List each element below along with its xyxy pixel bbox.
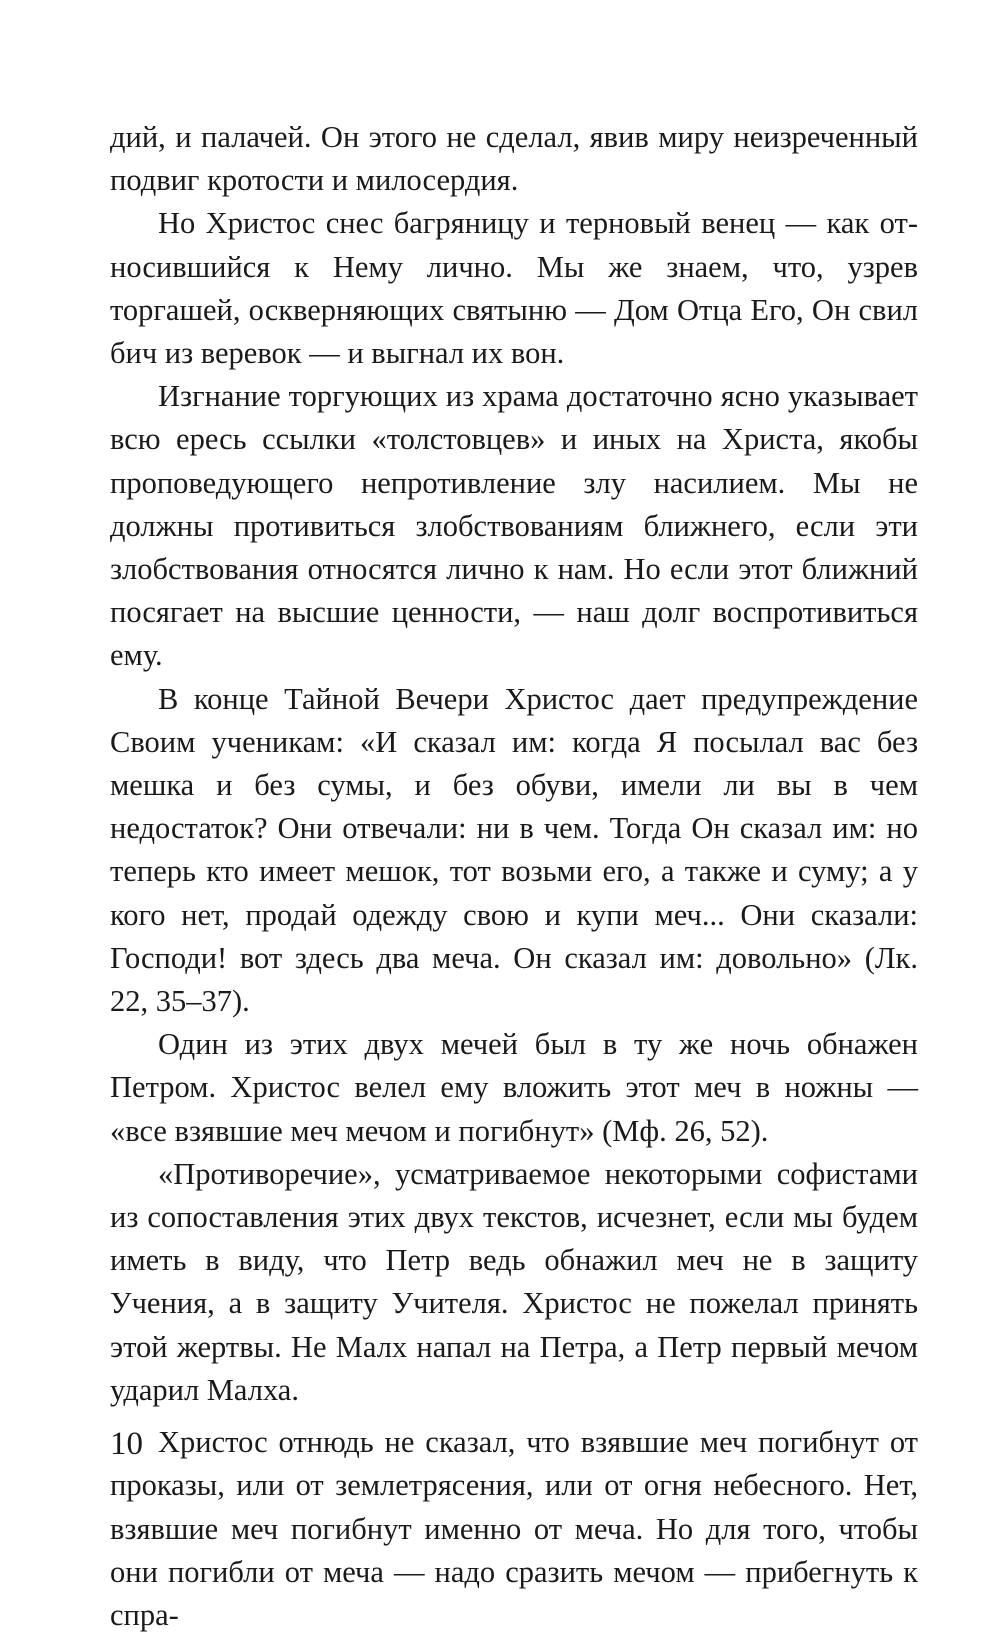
page-number: 10: [110, 1426, 143, 1462]
paragraph-6: «Противоречие», усматриваемое некоторыми софистами из сопоставления этих двух текстов, исчезнет, если мы будем иметь в виду, что Петр ведь обнажил меч не в защиту Учения, а в защиту Учителя. Христос не пожелал принять этой жертвы. Не Малх напал на Петра, а Петр первый мечом ударил Малха.: [110, 1156, 918, 1407]
paragraph-1: дий, и палачей. Он этого не сделал, явив миру неизреченный подвиг кротости и милосердия.: [110, 120, 918, 198]
body-text: [110, 116, 918, 1637]
paragraph-4: В конце Тайной Вечери Христос дает предупреждение Своим ученикам: «И сказал им: когда Я посылал вас без мешка и без сумы, и без обуви, имели ли вы в чем недостаток? Они отвечали: ни в чем. Тогда Он сказал им: но теперь кто имеет мешок, тот возьми его, а также и суму; а у кого нет, продай одежду свою и купи меч... Они сказали: Господи! вот здесь два меча. Он сказал им: довольно» (Лк. 22, 35–37).: [110, 681, 918, 1019]
paragraph-5: Один из этих двух мечей был в ту же ночь обнажен Петром. Христос велел ему вложить этот меч в ножны — «все взявшие меч мечом и погибнут» (Мф. 26, 52).: [110, 1027, 918, 1148]
paragraph-2: Но Христос снес багряницу и терновый венец — как относившийся к Нему лично. Мы же знаем, что, узрев торгашей, оскверняющих святыню — Дом Отца Его, Он свил бич из веревок — и выгнал их вон.: [110, 206, 918, 371]
paragraph-7: Христос отнюдь не сказал, что взявшие меч погибнут от проказы, или от землетрясения, или от огня небесного. Нет, взявшие меч погибнут именно от меча. Но для того, чтобы они погибли от меча — надо сразить мечом — прибегнуть к спра-: [110, 1425, 918, 1632]
paragraph-3: Изгнание торгующих из храма достаточно ясно указывает всю ересь ссылки «толстовцев» и иных на Христа, якобы проповедующего непротивление злу насилием. Мы не должны противиться злобствованиям ближнего, если эти злобствования относятся лично к нам. Но если этот ближний посягает на высшие ценности, — наш долг воспротивиться ему.: [110, 379, 918, 673]
